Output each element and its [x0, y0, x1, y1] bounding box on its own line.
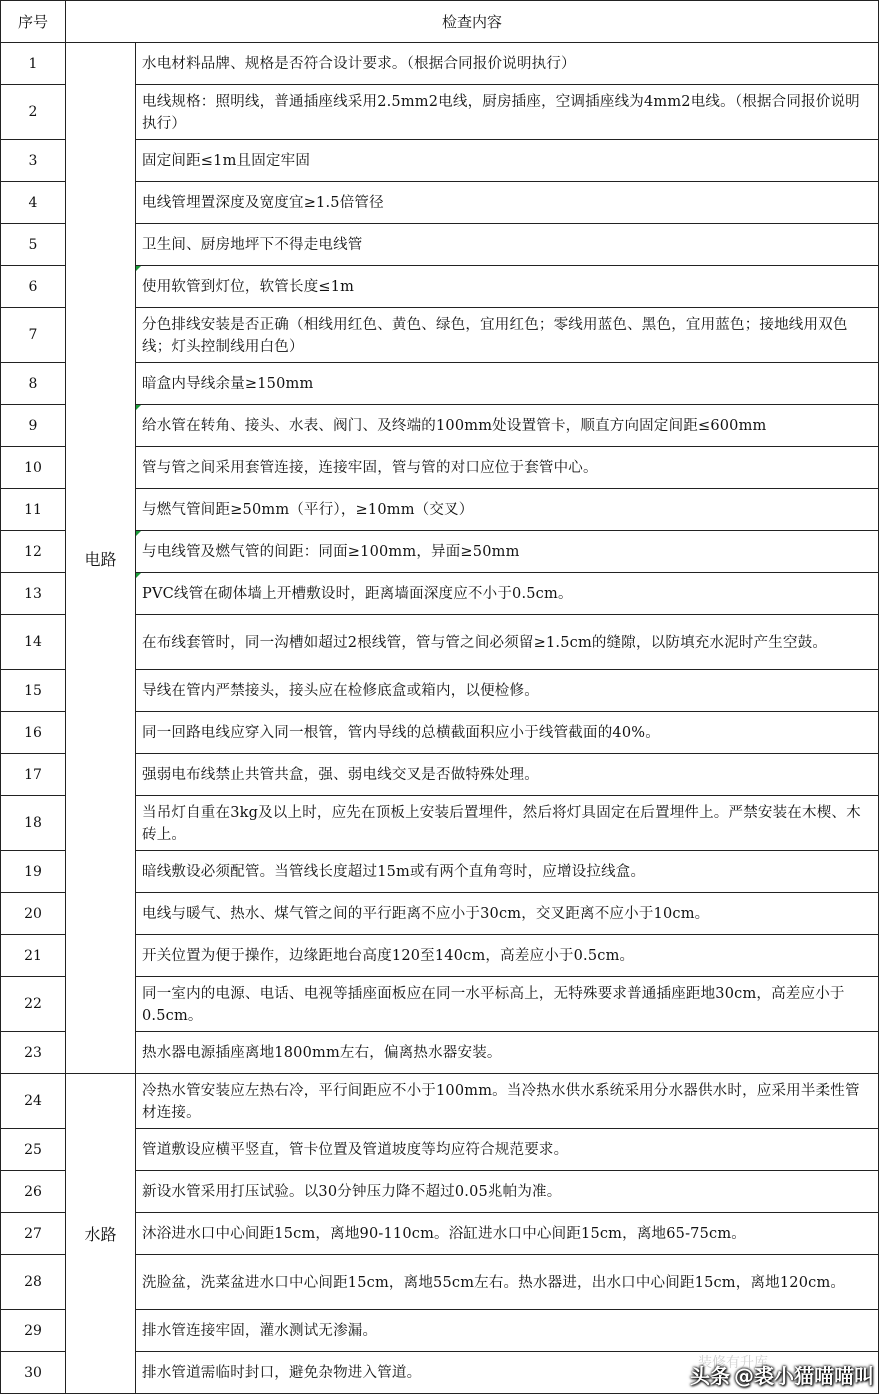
- row-number: 2: [1, 85, 66, 140]
- row-content-text: 给水管在转角、接头、水表、阀门、及终端的100mm处设置管卡，顺直方向固定间距≤600mm: [142, 417, 767, 434]
- row-number: 28: [1, 1255, 66, 1310]
- row-content-text: 与电线管及燃气管的间距：同面≥100mm，异面≥50mm: [142, 543, 520, 560]
- row-number: 15: [1, 670, 66, 712]
- row-number: 20: [1, 893, 66, 935]
- row-number: 14: [1, 615, 66, 670]
- row-content: 电线管埋置深度及宽度宜≥1.5倍管径: [136, 182, 879, 224]
- row-content: [136, 573, 879, 615]
- row-number: 12: [1, 531, 66, 573]
- table-row: [1, 1074, 879, 1129]
- row-number: 29: [1, 1310, 66, 1352]
- row-number: 6: [1, 266, 66, 308]
- row-content-text: PVC线管在砌体墙上开槽敷设时，距离墙面深度应不小于0.5cm。: [142, 585, 573, 602]
- row-content: 暗线敷设必须配管。当管线长度超过15m或有两个直角弯时，应增设拉线盒。: [136, 851, 879, 893]
- header-number: 序号: [1, 1, 66, 43]
- row-content-text: 使用软管到灯位，软管长度≤1m: [142, 278, 355, 295]
- row-number: 24: [1, 1074, 66, 1129]
- row-number: 8: [1, 363, 66, 405]
- toutiao-watermark: [690, 1358, 874, 1390]
- row-content: 卫生间、厨房地坪下不得走电线管: [136, 224, 879, 266]
- cell-comment-marker: [136, 405, 141, 410]
- row-content: [136, 405, 879, 447]
- row-content: 同一室内的电源、电话、电视等插座面板应在同一水平标高上，无特殊要求普通插座距地30cm，高差应小于0.5cm。: [136, 977, 879, 1032]
- watermark-brand: 头条: [690, 1363, 730, 1388]
- row-number: 22: [1, 977, 66, 1032]
- category-water: 水路: [66, 1074, 136, 1394]
- row-content: 固定间距≤1m且固定牢固: [136, 140, 879, 182]
- row-number: 4: [1, 182, 66, 224]
- row-content: 管与管之间采用套管连接，连接牢固，管与管的对口应位于套管中心。: [136, 447, 879, 489]
- row-number: 21: [1, 935, 66, 977]
- row-content: 水电材料品牌、规格是否符合设计要求。（根据合同报价说明执行）: [136, 43, 879, 85]
- header-row: [1, 1, 879, 43]
- row-number: 13: [1, 573, 66, 615]
- row-number: 16: [1, 712, 66, 754]
- watermark-handle: @裘小猫喵喵叫: [734, 1363, 874, 1388]
- row-content: [136, 266, 879, 308]
- row-content: 沐浴进水口中心间距15cm，离地90-110cm。浴缸进水口中心间距15cm，离地65-75cm。: [136, 1213, 879, 1255]
- row-number: 1: [1, 43, 66, 85]
- row-content: 管道敷设应横平竖直，管卡位置及管道坡度等均应符合规范要求。: [136, 1129, 879, 1171]
- row-number: 11: [1, 489, 66, 531]
- row-content: 开关位置为便于操作，边缘距地台高度120至140cm，高差应小于0.5cm。: [136, 935, 879, 977]
- row-number: 27: [1, 1213, 66, 1255]
- row-content: 同一回路电线应穿入同一根管，管内导线的总横截面积应小于线管截面的40%。: [136, 712, 879, 754]
- cell-comment-marker: [136, 266, 141, 271]
- row-number: 10: [1, 447, 66, 489]
- row-number: 3: [1, 140, 66, 182]
- faded-watermark: 装修有升库: [698, 1355, 768, 1371]
- row-content: 排水管连接牢固，灌水测试无渗漏。: [136, 1310, 879, 1352]
- row-number: 5: [1, 224, 66, 266]
- row-content: 暗盒内导线余量≥150mm: [136, 363, 879, 405]
- row-content: 洗脸盆，洗菜盆进水口中心间距15cm，离地55cm左右。热水器进，出水口中心间距15cm，离地120cm。: [136, 1255, 879, 1310]
- row-content: 与燃气管间距≥50mm（平行），≥10mm（交叉）: [136, 489, 879, 531]
- row-number: 30: [1, 1352, 66, 1394]
- row-number: 25: [1, 1129, 66, 1171]
- row-number: 26: [1, 1171, 66, 1213]
- row-content: 强弱电布线禁止共管共盒，强、弱电线交叉是否做特殊处理。: [136, 754, 879, 796]
- row-number: 19: [1, 851, 66, 893]
- row-content: 当吊灯自重在3kg及以上时，应先在顶板上安装后置埋件，然后将灯具固定在后置埋件上。严禁安装在木楔、木砖上。: [136, 796, 879, 851]
- row-content: 排水管道需临时封口，避免杂物进入管道。: [136, 1352, 879, 1394]
- row-content: 新设水管采用打压试验。以30分钟压力降不超过0.05兆帕为准。: [136, 1171, 879, 1213]
- row-content: 导线在管内严禁接头，接头应在检修底盒或箱内，以便检修。: [136, 670, 879, 712]
- row-content: 冷热水管安装应左热右冷，平行间距应不小于100mm。当冷热水供水系统采用分水器供水时，应采用半柔性管材连接。: [136, 1074, 879, 1129]
- row-content: 在布线套管时，同一沟槽如超过2根线管，管与管之间必须留≥1.5cm的缝隙，以防填充水泥时产生空鼓。: [136, 615, 879, 670]
- row-content: 热水器电源插座离地1800mm左右，偏离热水器安装。: [136, 1032, 879, 1074]
- row-number: 7: [1, 308, 66, 363]
- row-number: 23: [1, 1032, 66, 1074]
- row-content: 电线与暖气、热水、煤气管之间的平行距离不应小于30cm，交叉距离不应小于10cm。: [136, 893, 879, 935]
- table-row: [1, 43, 879, 85]
- row-number: 18: [1, 796, 66, 851]
- category-electric: 电路: [66, 43, 136, 1074]
- cell-comment-marker: [136, 531, 141, 536]
- row-content: 分色排线安装是否正确（相线用红色、黄色、绿色，宜用红色；零线用蓝色、黑色，宜用蓝色；接地线用双色线；灯头控制线用白色）: [136, 308, 879, 363]
- header-content: 检查内容: [66, 1, 879, 43]
- row-content: 电线规格：照明线，普通插座线采用2.5mm2电线，厨房插座，空调插座线为4mm2电线。（根据合同报价说明执行）: [136, 85, 879, 140]
- row-content: [136, 531, 879, 573]
- cell-comment-marker: [136, 573, 141, 578]
- row-number: 9: [1, 405, 66, 447]
- row-number: 17: [1, 754, 66, 796]
